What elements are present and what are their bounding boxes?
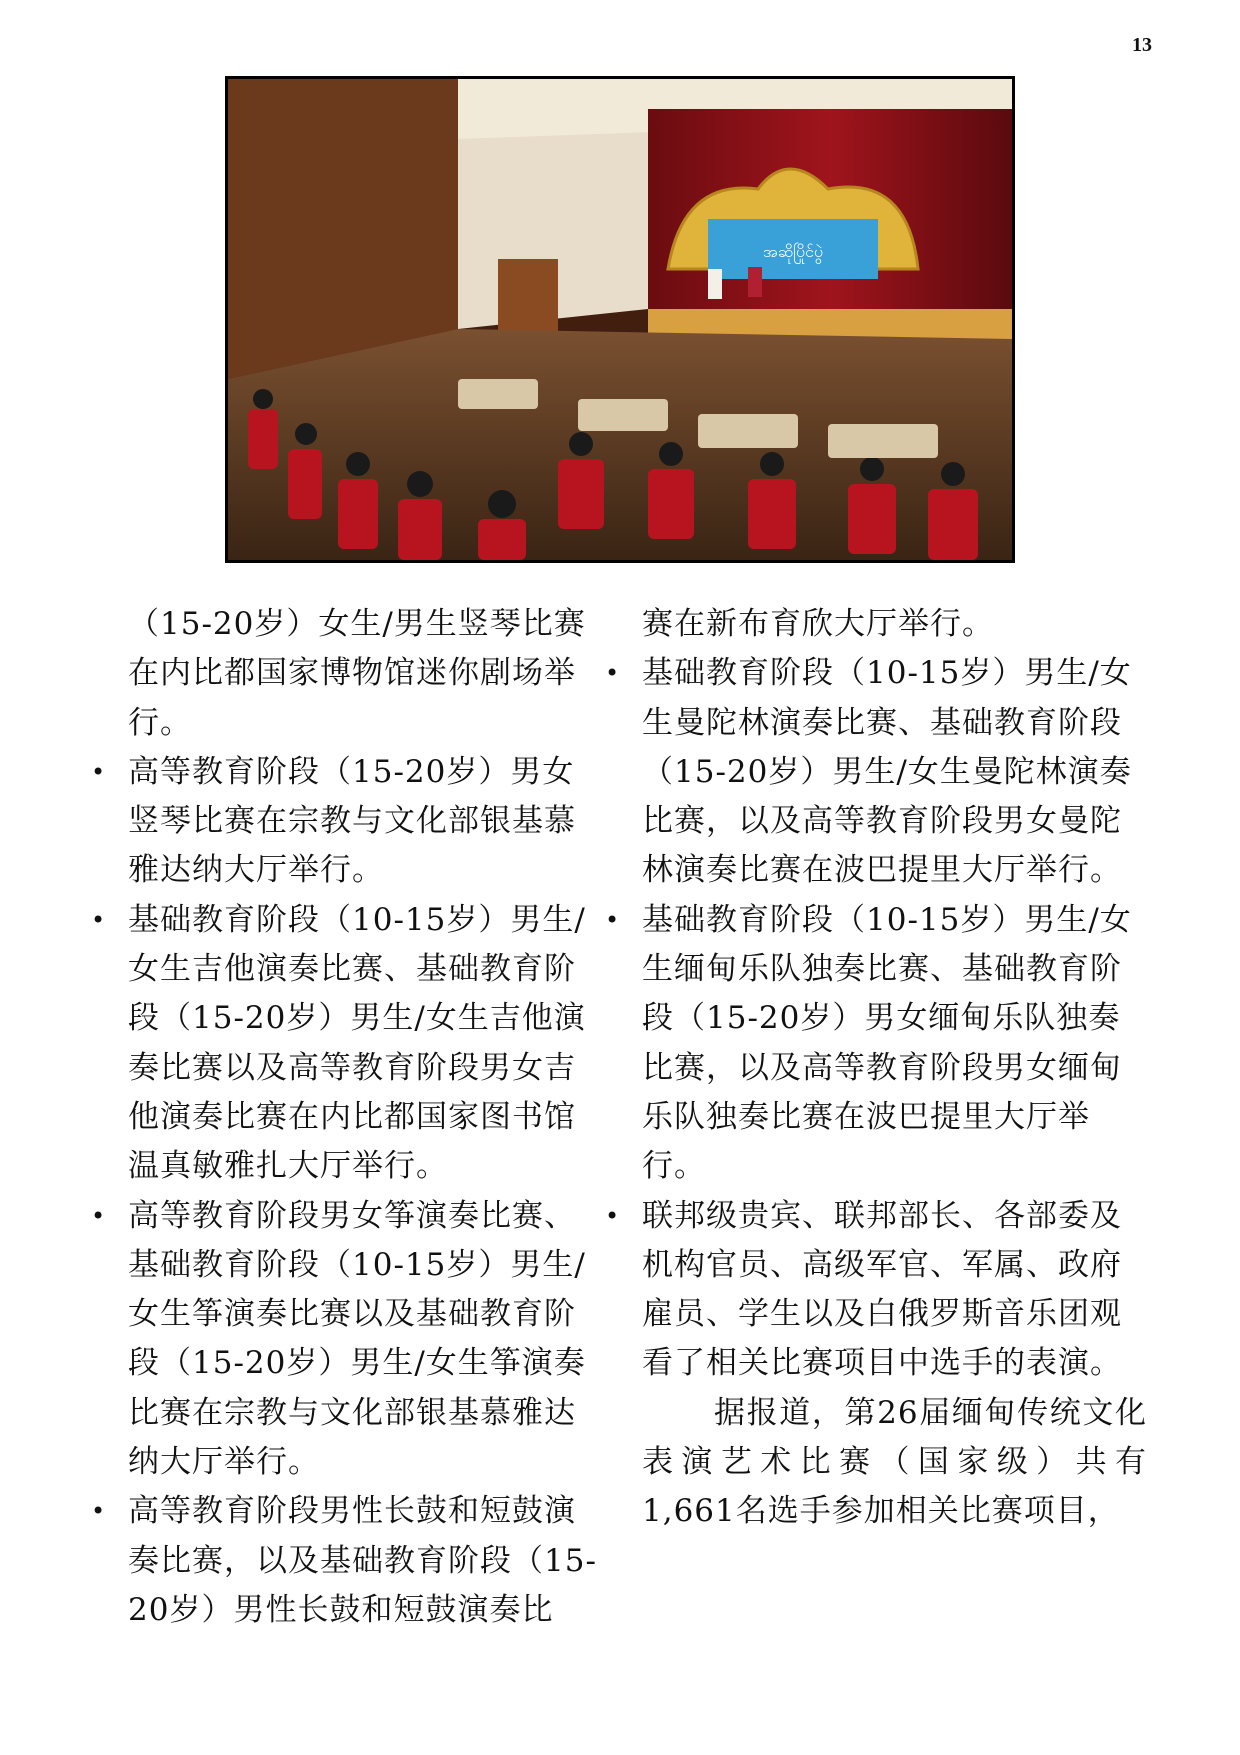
list-item: • 高等教育阶段（15-20岁）男女竖琴比赛在宗教与文化部银基慕雅达纳大厅举行。 xyxy=(128,748,598,896)
list-item: • 高等教育阶段男性长鼓和短鼓演奏比赛，以及基础教育阶段（15-20岁）男性长鼓和短鼓演奏比 xyxy=(128,1487,598,1635)
right-column xyxy=(642,600,1147,1537)
list-item: • 基础教育阶段（10-15岁）男生/女生缅甸乐队独奏比赛、基础教育阶段（15-20岁）男女缅甸乐队独奏比赛，以及高等教育阶段男女缅甸乐队独奏比赛在波巴提里大厅举行。 xyxy=(642,896,1147,1192)
page-number: 13 xyxy=(1132,34,1152,56)
left-column xyxy=(128,600,598,1635)
banner-text: အဆိုပြိုင်ပွဲ xyxy=(763,242,823,261)
continuation-text: 赛在新布育欣大厅举行。 xyxy=(642,606,994,642)
body-paragraph: 据报道，第26届缅甸传统文化表演艺术比赛（国家级）共有1,661名选手参加相关比赛项目， xyxy=(642,1394,1147,1530)
event-photo xyxy=(225,76,1015,563)
list-item: • 基础教育阶段（10-15岁）男生/女生吉他演奏比赛、基础教育阶段（15-20岁）男生/女生吉他演奏比赛以及高等教育阶段男女吉他演奏比赛在内比都国家图书馆温真敏雅扎大厅举行。 xyxy=(128,896,598,1192)
list-item: • 联邦级贵宾、联邦部长、各部委及机构官员、高级军官、军属、政府雇员、学生以及白俄罗斯音乐团观看了相关比赛项目中选手的表演。 xyxy=(642,1192,1147,1389)
list-item: • 基础教育阶段（10-15岁）男生/女生曼陀林演奏比赛、基础教育阶段（15-20岁）男生/女生曼陀林演奏比赛，以及高等教育阶段男女曼陀林演奏比赛在波巴提里大厅举行。 xyxy=(642,649,1147,895)
continuation-text: （15-20岁）女生/男生竖琴比赛在内比都国家博物馆迷你剧场举行。 xyxy=(128,606,586,741)
list-item: • 高等教育阶段男女筝演奏比赛、基础教育阶段（10-15岁）男生/女生筝演奏比赛以及基础教育阶段（15-20岁）男生/女生筝演奏比赛在宗教与文化部银基慕雅达纳大厅举行。 xyxy=(128,1192,598,1488)
